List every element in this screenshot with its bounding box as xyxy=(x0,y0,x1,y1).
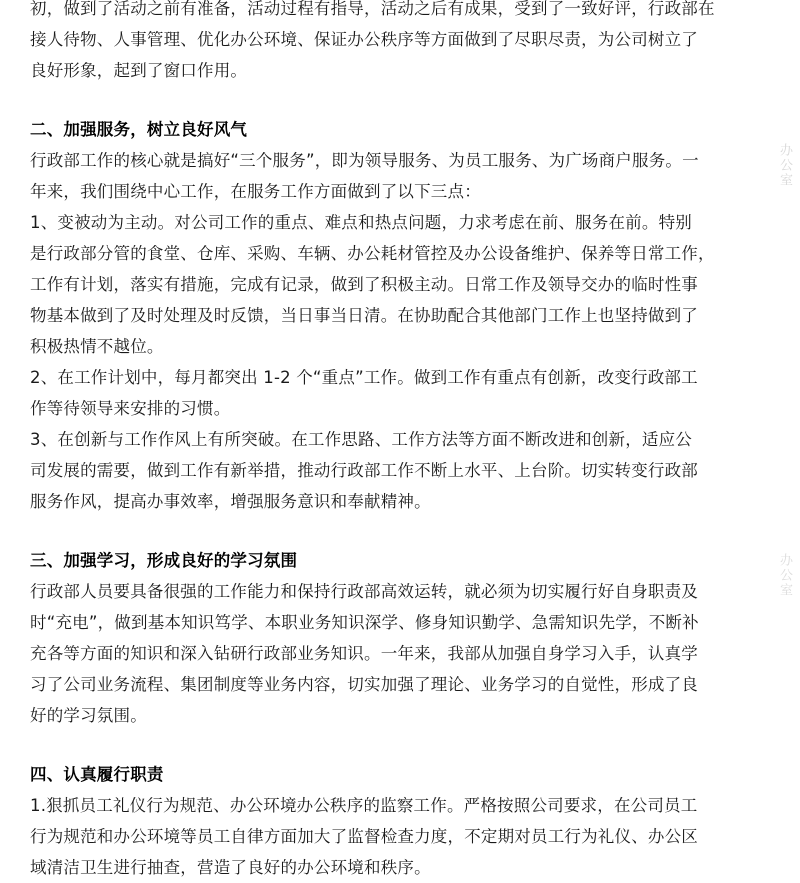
paragraph-line: 司发展的需要，做到工作有新举措，推动行政部工作不断上水平、上台阶。切实转变行政部 xyxy=(30,461,698,480)
paragraph-line: 作等待领导来安排的习惯。 xyxy=(30,399,231,418)
section-heading-3: 三、加强学习，形成良好的学习氛围 xyxy=(30,551,298,570)
paragraph-line: 接人待物、人事管理、优化办公环境、保证办公秩序等方面做到了尽职尽责，为公司树立了 xyxy=(30,30,698,49)
paragraph-line: 充各等方面的知识和深入钻研行政部业务知识。一年来，我部从加强自身学习入手，认真学 xyxy=(30,644,698,663)
section-heading-2: 二、加强服务，树立良好风气 xyxy=(30,120,248,139)
paragraph-line: 习了公司业务流程、集团制度等业务内容，切实加强了理论、业务学习的自觉性，形成了良 xyxy=(30,675,698,694)
paragraph-line: 3、在创新与工作作风上有所突破。在工作思路、工作方法等方面不断改进和创新，适应公 xyxy=(30,430,692,449)
watermark-text: 办公室 xyxy=(777,143,792,188)
paragraph-line: 初，做到了活动之前有准备，活动过程有指导，活动之后有成果，受到了一致好评，行政部在 xyxy=(30,0,715,18)
paragraph-line: 好的学习氛围。 xyxy=(30,706,147,725)
paragraph-line: 行为规范和办公环境等员工自律方面加大了监督检查力度，不定期对员工行为礼仪、办公区 xyxy=(30,827,698,846)
paragraph-line: 工作有计划，落实有措施，完成有记录，做到了积极主动。日常工作及领导交办的临时性事 xyxy=(30,275,698,294)
paragraph-line: 行政部人员要具备很强的工作能力和保持行政部高效运转，就必须为切实履行好自身职责及 xyxy=(30,582,698,601)
paragraph-line: 物基本做到了及时处理及时反馈，当日事当日清。在协助配合其他部门工作上也坚持做到了 xyxy=(30,306,698,325)
paragraph-spacer xyxy=(30,517,770,545)
paragraph-line: 良好形象，起到了窗口作用。 xyxy=(30,61,248,80)
paragraph-line: 2、在工作计划中，每月都突出 1-2 个“重点”工作。做到工作有重点有创新，改变行政部工 xyxy=(30,368,698,387)
paragraph-line: 服务作风，提高办事效率，增强服务意识和奉献精神。 xyxy=(30,492,431,511)
document-body xyxy=(30,0,770,883)
paragraph-line: 积极热情不越位。 xyxy=(30,337,164,356)
paragraph-line: 1、变被动为主动。对公司工作的重点、难点和热点问题，力求考虑在前、服务在前。特别 xyxy=(30,213,692,232)
paragraph-line: 1.狠抓员工礼仪行为规范、办公环境办公秩序的监察工作。严格按照公司要求，在公司员工 xyxy=(30,796,698,815)
paragraph-line: 域清洁卫生进行抽查，营造了良好的办公环境和秩序。 xyxy=(30,858,431,877)
paragraph-line: 年来，我们围绕中心工作，在服务工作方面做到了以下三点： xyxy=(30,182,481,201)
section-heading-4: 四、认真履行职责 xyxy=(30,765,164,784)
paragraph-spacer xyxy=(30,86,770,114)
paragraph-line: 行政部工作的核心就是搞好“三个服务”，即为领导服务、为员工服务、为广场商户服务。一 xyxy=(30,151,699,170)
paragraph-line: 是行政部分管的食堂、仓库、采购、车辆、办公耗材管控及办公设备维护、保养等日常工作， xyxy=(30,244,715,263)
watermark-text: 办公室 xyxy=(777,553,792,598)
page-bottom-mask xyxy=(0,789,800,793)
paragraph-line: 时“充电”，做到基本知识笃学、本职业务知识深学、修身知识勤学、急需知识先学，不断补 xyxy=(30,613,699,632)
paragraph-spacer xyxy=(30,731,770,759)
